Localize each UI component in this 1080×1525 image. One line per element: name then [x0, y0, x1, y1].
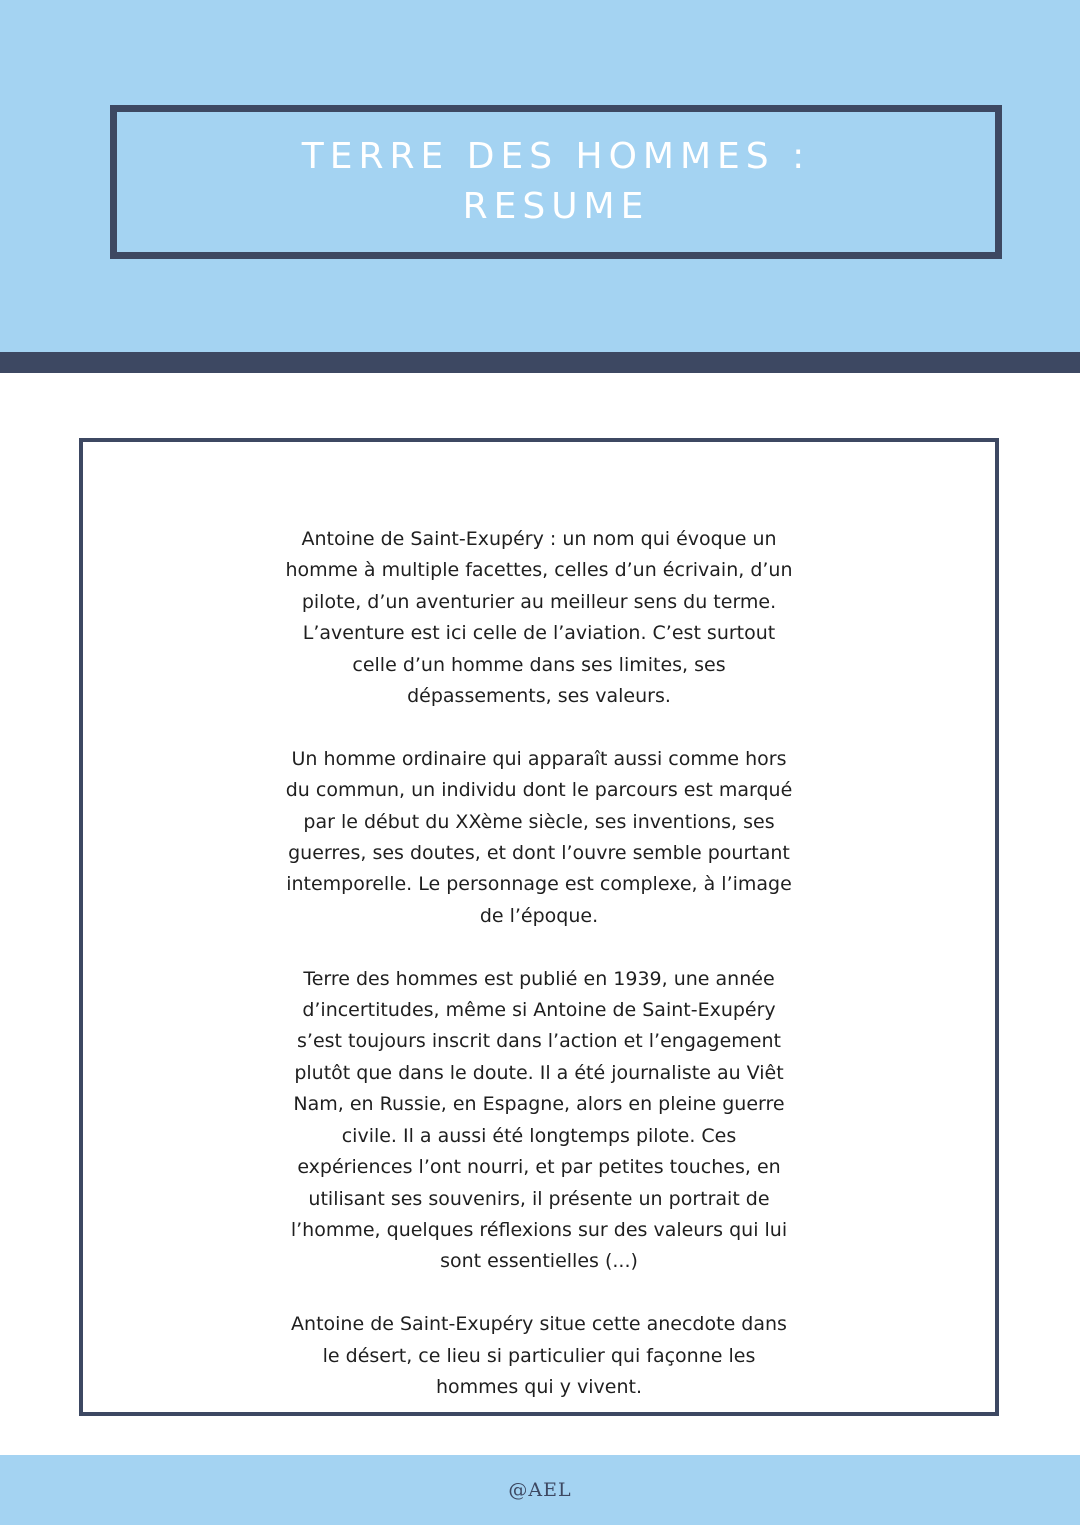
- summary-text: [283, 524, 795, 1403]
- footer-band: [0, 1455, 1080, 1525]
- summary-paragraph-2: Un homme ordinaire qui apparaît aussi comme hors du commun, un individu dont le parcours est marqué par le début du XXème siècle, ses inventions, ses guerres, ses doutes, et dont l’ouvre semble pourtant intemporelle. Le personnage est complexe, à l’image de l’époque.: [285, 747, 793, 927]
- summary-paragraph-4: Antoine de Saint-Exupéry situe cette anecdote dans le désert, ce lieu si particulier qui façonne les hommes qui y vivent.: [291, 1313, 787, 1398]
- author-signature: @AEL: [508, 1479, 572, 1501]
- header-divider-stripe: [0, 352, 1080, 373]
- title-frame: [110, 105, 1002, 259]
- summary-paragraph-1: Antoine de Saint-Exupéry : un nom qui évoque un homme à multiple facettes, celles d’un écrivain, d’un pilote, d’un aventurier au meilleur sens du terme. L’aventure est ici celle de l’aviation. C’est surtout celle d’un homme dans ses limites, ses dépassements, ses valeurs.: [285, 528, 793, 708]
- page-title-line-2: RESUME: [462, 186, 650, 227]
- page-title-line-1: TERRE DES HOMMES :: [301, 136, 811, 177]
- page-title: [302, 132, 810, 232]
- summary-frame: [79, 438, 999, 1416]
- summary-paragraph-3: Terre des hommes est publié en 1939, une année d’incertitudes, même si Antoine de Saint-Exupéry s’est toujours inscrit dans l’action et l’engagement plutôt que dans le doute. Il a été journaliste au Viêt Nam, en Russie, en Espagne, alors en pleine guerre civile. Il a aussi été longtemps pilote. Ces expériences l’ont nourri, et par petites touches, en utilisant ses souvenirs, il présente un portrait de l’homme, quelques réflexions sur des valeurs qui lui sont essentielles (...): [290, 967, 788, 1273]
